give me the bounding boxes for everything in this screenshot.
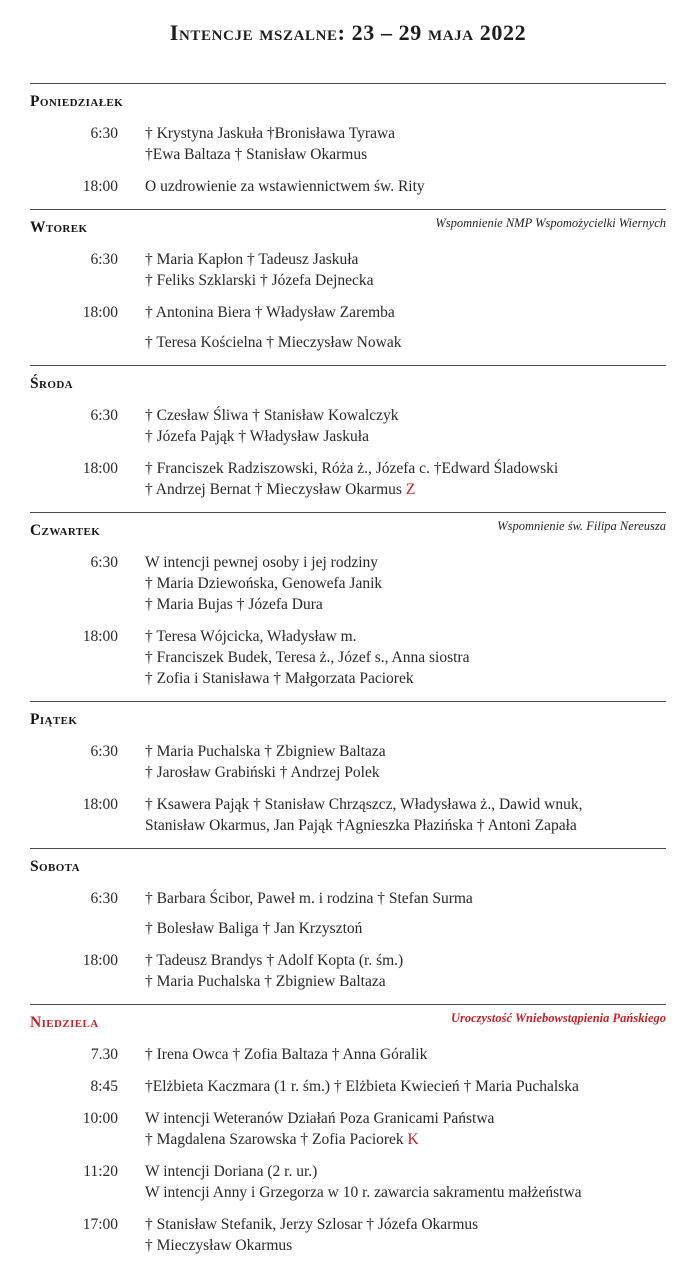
mass-entry xyxy=(30,1161,666,1203)
mass-intention-line: † Maria Bujas † Józefa Dura xyxy=(145,596,323,613)
mass-intention-line: † Zofia i Stanisława † Małgorzata Paciorek xyxy=(145,670,414,687)
mass-intentions xyxy=(145,458,666,500)
day-header xyxy=(30,857,666,877)
mass-intention-line: † Ksawera Pająk † Stanisław Chrząszcz, Władysława ż., Dawid wnuk, xyxy=(145,796,583,813)
mass-entry xyxy=(30,176,666,197)
mass-intentions xyxy=(145,552,666,615)
mass-intention-line: W intencji Anny i Grzegorza w 10 r. zawarcia sakramentu małżeństwa xyxy=(145,1184,582,1201)
mass-entry xyxy=(30,123,666,165)
day-section-sobota xyxy=(0,849,696,1004)
liturgical-annotation: Wspomnienie św. Filipa Nereusza xyxy=(497,519,666,533)
mass-intentions xyxy=(145,794,666,836)
mass-time: 7.30 xyxy=(90,1046,118,1063)
mass-time: 10:00 xyxy=(82,1110,118,1127)
mass-intention-line: W intencji pewnej osoby i jej rodziny xyxy=(145,554,379,571)
mass-intentions xyxy=(145,1214,666,1256)
mass-intention-line: † Barbara Ścibor, Paweł m. i rodzina † Stefan Surma xyxy=(145,890,473,907)
mass-entry xyxy=(30,552,666,615)
liturgical-annotation: Uroczystość Wniebowstąpienia Pańskiego xyxy=(450,1011,666,1025)
day-name: Poniedziałek xyxy=(30,93,124,110)
red-letter-mark: K xyxy=(407,1131,419,1148)
mass-time: 18:00 xyxy=(82,796,118,813)
day-header xyxy=(30,374,666,394)
day-header xyxy=(30,521,666,541)
mass-time: 18:00 xyxy=(82,460,118,477)
day-section-sroda xyxy=(0,366,696,512)
liturgical-annotation: Wspomnienie NMP Wspomożycielki Wiernych xyxy=(435,216,666,230)
mass-intention-line: † Józefa Pająk † Władysław Jaskuła xyxy=(145,428,369,445)
mass-entry xyxy=(30,794,666,836)
mass-intention-line: † Antonina Biera † Władysław Zaremba xyxy=(145,304,395,321)
mass-entry xyxy=(30,1108,666,1150)
day-name: Sobota xyxy=(30,858,80,875)
mass-time: 6:30 xyxy=(90,251,118,268)
day-section-piatek xyxy=(0,702,696,848)
mass-time: 6:30 xyxy=(90,890,118,907)
mass-intentions xyxy=(145,123,666,165)
page-title: Intencje mszalne: 23 – 29 maja 2022 xyxy=(169,20,527,45)
mass-intention-line: † Franciszek Budek, Teresa ż., Józef s., Anna siostra xyxy=(145,649,470,666)
mass-intention-line xyxy=(145,1129,666,1150)
day-section-czwartek xyxy=(0,513,696,701)
mass-entry xyxy=(30,405,666,447)
mass-intention-line: † Maria Dziewońska, Genowefa Janik xyxy=(145,575,383,592)
mass-intentions xyxy=(145,1044,666,1065)
mass-intention-line: † Maria Puchalska † Zbigniew Baltaza xyxy=(145,973,386,990)
mass-intention-line: † Krystyna Jaskuła †Bronisława Tyrawa xyxy=(145,125,396,142)
schedule xyxy=(0,84,696,1268)
mass-time: 18:00 xyxy=(82,952,118,969)
mass-time: 6:30 xyxy=(90,125,118,142)
mass-intention-line xyxy=(145,479,666,500)
day-header xyxy=(30,1013,666,1033)
mass-entry xyxy=(30,950,666,992)
mass-intention-line: † Stanisław Stefanik, Jerzy Szlosar † Józefa Okarmus xyxy=(145,1216,479,1233)
intention-text: † Magdalena Szarowska † Zofia Paciorek xyxy=(145,1131,408,1148)
mass-intention-line: † Jarosław Grabiński † Andrzej Polek xyxy=(145,764,380,781)
day-name: Niedziela xyxy=(30,1014,99,1031)
mass-intention-line: W intencji Doriana (2 r. ur.) xyxy=(145,1163,318,1180)
mass-entry xyxy=(30,458,666,500)
mass-intentions xyxy=(145,950,666,992)
mass-time: 18:00 xyxy=(82,304,118,321)
day-header xyxy=(30,92,666,112)
mass-time: 8:45 xyxy=(90,1078,118,1095)
day-header xyxy=(30,218,666,238)
mass-intentions xyxy=(145,1108,666,1150)
mass-intentions xyxy=(145,1161,666,1203)
mass-entry xyxy=(30,1214,666,1256)
mass-entry xyxy=(30,302,666,353)
day-header xyxy=(30,710,666,730)
mass-intentions xyxy=(145,626,666,689)
mass-time: 11:20 xyxy=(83,1163,118,1180)
mass-intentions xyxy=(145,1076,666,1097)
mass-entry xyxy=(30,249,666,291)
mass-entry xyxy=(30,626,666,689)
mass-intention-line: † Maria Puchalska † Zbigniew Baltaza xyxy=(145,743,386,760)
day-name: Środa xyxy=(30,375,74,392)
mass-entry xyxy=(30,1044,666,1065)
mass-intention-line: † Mieczysław Okarmus xyxy=(145,1237,293,1254)
mass-intention-line: † Tadeusz Brandys † Adolf Kopta (r. śm.) xyxy=(145,952,404,969)
mass-intentions xyxy=(145,176,666,197)
mass-time: 18:00 xyxy=(82,178,118,195)
day-name: Wtorek xyxy=(30,219,88,236)
mass-intention-line: † Irena Owca † Zofia Baltaza † Anna Góralik xyxy=(145,1046,428,1063)
day-section-wtorek xyxy=(0,210,696,365)
day-section-poniedzialek xyxy=(0,84,696,209)
mass-time: 6:30 xyxy=(90,407,118,424)
mass-time: 6:30 xyxy=(90,743,118,760)
mass-intention-line: † Maria Kapłon † Tadeusz Jaskuła xyxy=(145,251,359,268)
mass-time: 17:00 xyxy=(82,1216,118,1233)
mass-intention-line: Stanisław Okarmus, Jan Pająk †Agnieszka Płazińska † Antoni Zapała xyxy=(145,817,577,834)
day-name: Czwartek xyxy=(30,522,101,539)
mass-intentions xyxy=(145,741,666,783)
mass-time: 6:30 xyxy=(90,554,118,571)
mass-entry xyxy=(30,741,666,783)
mass-entry xyxy=(30,888,666,939)
mass-intention-line: †Ewa Baltaza † Stanisław Okarmus xyxy=(145,146,368,163)
mass-intention-line: † Bolesław Baliga † Jan Krzysztoń xyxy=(145,920,363,937)
mass-intention-line: O uzdrowienie za wstawiennictwem św. Rity xyxy=(145,178,425,195)
day-section-niedziela xyxy=(0,1005,696,1268)
mass-entry xyxy=(30,1076,666,1097)
mass-intention-line: † Teresa Wójcicka, Władysław m. xyxy=(145,628,357,645)
mass-intention-line: † Franciszek Radziszowski, Róża ż., Józefa c. †Edward Śladowski xyxy=(145,460,559,477)
mass-intentions xyxy=(145,249,666,291)
mass-intention-line: † Czesław Śliwa † Stanisław Kowalczyk xyxy=(145,407,399,424)
mass-intention-line: † Teresa Kościelna † Mieczysław Nowak xyxy=(145,334,402,351)
intention-text: † Andrzej Bernat † Mieczysław Okarmus xyxy=(145,481,406,498)
red-letter-mark: Z xyxy=(405,481,416,498)
mass-intention-line: †Elżbieta Kaczmara (1 r. śm.) † Elżbieta Kwiecień † Maria Puchalska xyxy=(145,1078,579,1095)
day-name: Piątek xyxy=(30,711,78,728)
mass-time: 18:00 xyxy=(82,628,118,645)
mass-intention-line: W intencji Weteranów Działań Poza Granicami Państwa xyxy=(145,1110,495,1127)
mass-intentions xyxy=(145,405,666,447)
mass-intentions xyxy=(145,302,666,353)
mass-intention-line: † Feliks Szklarski † Józefa Dejnecka xyxy=(145,272,374,289)
mass-intentions xyxy=(145,888,666,939)
